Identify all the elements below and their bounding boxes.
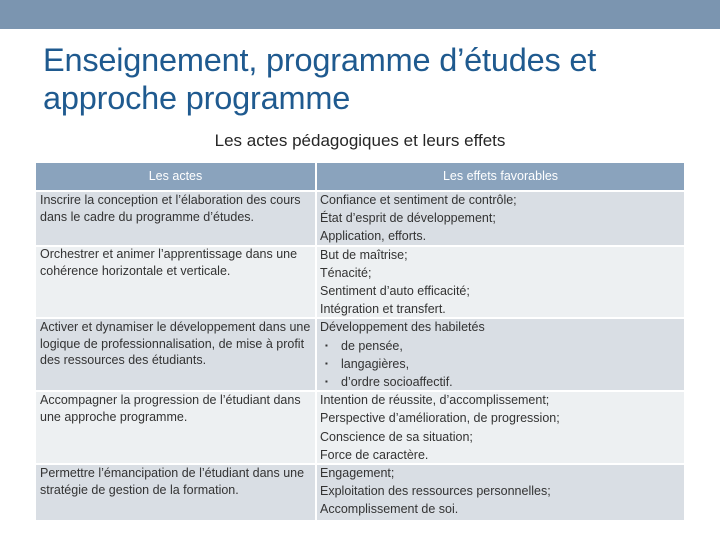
acte-cell: Accompagner la progression de l’étudiant dans une approche programme.	[40, 393, 301, 424]
acte-cell: Permettre l’émancipation de l’étudiant dans une stratégie de gestion de la formation.	[40, 466, 305, 497]
effet-sub-item: ▪ langagières,	[320, 355, 680, 373]
effet-item: Application, efforts.	[320, 229, 427, 244]
bullet-icon: ▪	[325, 358, 328, 368]
effet-item: Intention de réussite, d’accomplissement;	[320, 393, 550, 408]
effets-list	[320, 191, 680, 519]
effet-item: Force de caractère.	[320, 447, 429, 462]
header-effets: Les effets favorables	[317, 163, 684, 190]
effet-item: Conscience de sa situation;	[320, 429, 473, 444]
effet-item: Ténacité;	[320, 265, 372, 280]
effet-item: Accomplissement de soi.	[320, 502, 459, 517]
slide-title: Enseignement, programme d’études et approche programme	[43, 42, 597, 116]
effet-item: État d’esprit de développement;	[320, 211, 496, 226]
effet-item: Sentiment d’auto efficacité;	[320, 284, 470, 299]
acte-cell: Inscrire la conception et l’élaboration des cours dans le cadre du programme d’études.	[40, 193, 301, 224]
bullet-icon: ▪	[325, 377, 328, 387]
table-header-row	[36, 163, 684, 190]
effet-item: Confiance et sentiment de contrôle;	[320, 193, 517, 207]
effet-sub-item: ▪ d’ordre socioaffectif.	[320, 373, 680, 391]
effet-item: But de maîtrise;	[320, 247, 408, 262]
effet-item: Engagement;	[320, 466, 395, 481]
effet-item: Intégration et transfert.	[320, 302, 446, 317]
acte-cell: Orchestrer et animer l’apprentissage dans une cohérence horizontale et verticale.	[40, 247, 298, 278]
effet-item: Exploitation des ressources personnelles;	[320, 484, 551, 499]
acte-cell: Activer et dynamiser le développement dans une logique de professionnalisation, de mise à profit des ressources des étudiants.	[40, 320, 311, 368]
header-actes: Les actes	[36, 163, 315, 190]
effet-item: Développement des habiletés	[320, 320, 485, 335]
effet-item: Perspective d’amélioration, de progression;	[320, 411, 560, 426]
effet-sub-item: ▪ de pensée,	[320, 337, 680, 355]
top-band	[0, 0, 720, 29]
bullet-icon: ▪	[325, 340, 328, 350]
table-subtitle: Les actes pédagogiques et leurs effets	[214, 131, 506, 150]
